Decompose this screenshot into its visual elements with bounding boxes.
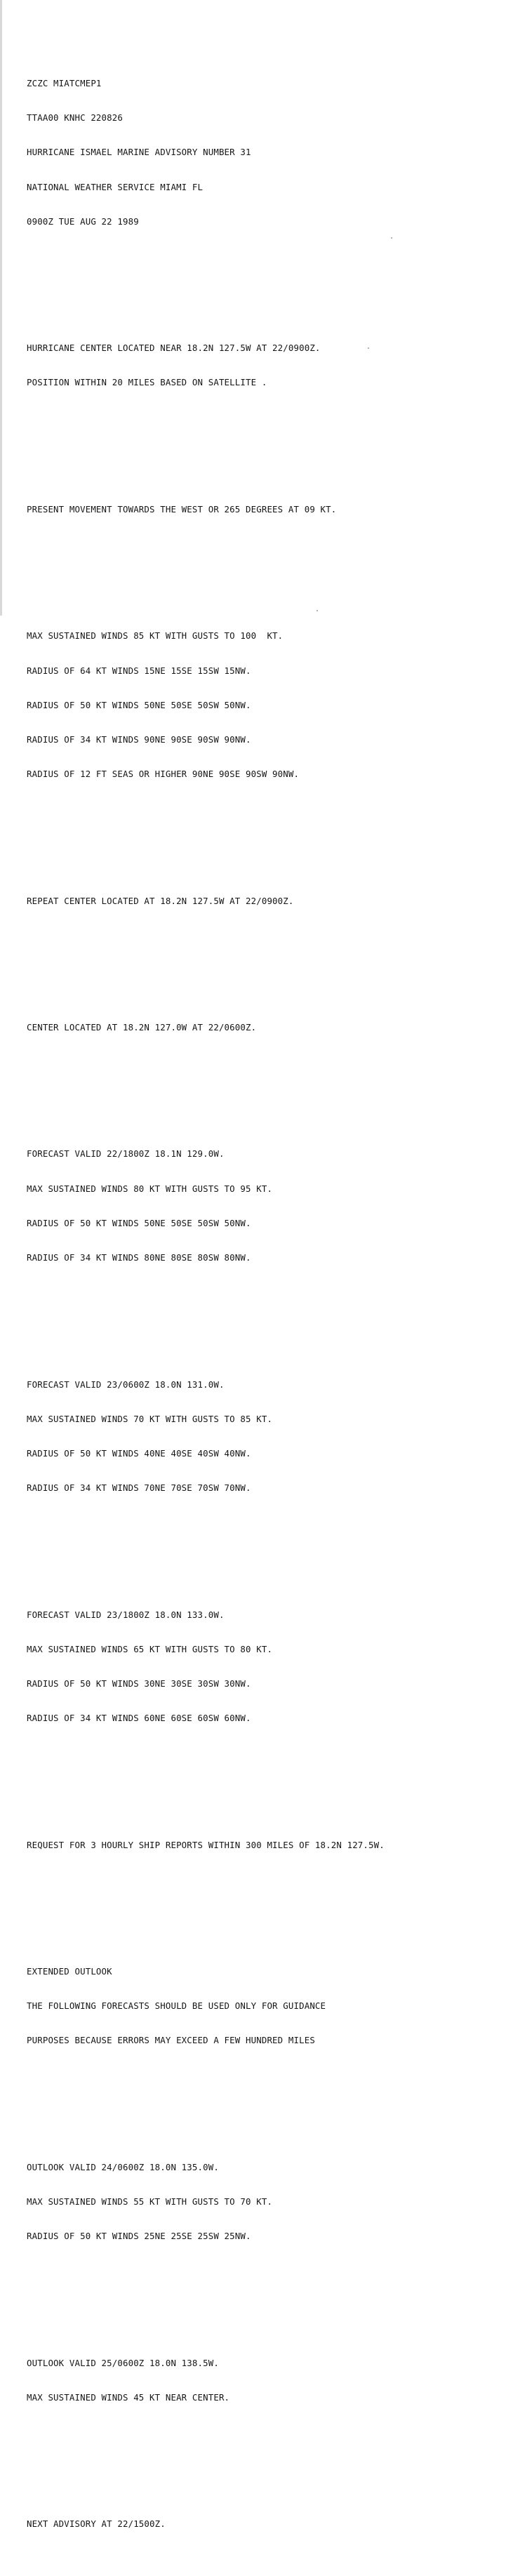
forecast-block-1 [27,1126,511,1287]
ship-request-line: REQUEST FOR 3 HOURLY SHIP REPORTS WITHIN 300 MILES OF 18.2N 127.5W. [27,1839,385,1850]
guidance-note-line: PURPOSES BECAUSE ERRORS MAY EXCEED A FEW HUNDRED MILES [27,2035,315,2046]
forecast-block-2 [27,1356,511,1518]
movement-line: PRESENT MOVEMENT TOWARDS THE WEST OR 265 DEGREES AT 09 KT. [27,503,337,514]
header-block [27,55,511,251]
blank-line [27,1770,511,1781]
forecast-radius-50kt-line: RADIUS OF 50 KT WINDS 30NE 30SE 30SW 30NW. [27,1678,251,1689]
scan-speck [368,347,369,349]
blank-line [27,1897,511,1908]
repeat-center-line: REPEAT CENTER LOCATED AT 18.2N 127.5W AT 22/0900Z. [27,895,294,906]
blank-line [27,1310,511,1321]
outlook-block-1 [27,2139,511,2265]
blank-line [27,826,511,837]
blank-line [27,435,511,446]
scan-edge-shadow [0,0,2,616]
position-block [27,319,511,411]
blank-line [27,1080,511,1091]
extended-outlook-block [27,1943,511,2069]
forecast-max-winds-line: MAX SUSTAINED WINDS 65 KT WITH GUSTS TO 80 KT. [27,1643,273,1654]
issue-time: 0900Z TUE AUG 22 1989 [27,215,139,227]
blank-line [27,1540,511,1551]
forecast-max-winds-line: MAX SUSTAINED WINDS 80 KT WITH GUSTS TO 95 KT. [27,1183,273,1194]
movement-block [27,481,511,538]
repeat-center-block [27,872,511,930]
blank-line [27,953,511,964]
prior-center-block [27,999,511,1056]
radius-34kt-line: RADIUS OF 34 KT WINDS 90NE 90SE 90SW 90NW. [27,733,251,745]
forecast-valid-line: FORECAST VALID 23/0600Z 18.0N 131.0W. [27,1379,225,1390]
blank-line [27,274,511,285]
forecast-valid-line: FORECAST VALID 22/1800Z 18.1N 129.0W. [27,1148,225,1160]
advisory-title: HURRICANE ISMAEL MARINE ADVISORY NUMBER 31 [27,147,251,158]
scan-speck [317,610,318,611]
next-advisory-line: NEXT ADVISORY AT 22/1500Z. [27,2518,166,2530]
blank-line [27,562,511,573]
wmo-start-line: ZCZC MIATCMEP1 [27,78,102,89]
forecast-radius-50kt-line: RADIUS OF 50 KT WINDS 40NE 40SE 40SW 40NW. [27,1447,251,1459]
blank-line [27,2092,511,2104]
outlook-radius-50kt-line: RADIUS OF 50 KT WINDS 25NE 25SE 25SW 25NW. [27,2231,251,2242]
next-advisory-block [27,2496,511,2554]
forecast-block-3 [27,1586,511,1748]
ship-request-block [27,1817,511,1874]
forecast-radius-50kt-line: RADIUS OF 50 KT WINDS 50NE 50SE 50SW 50NW. [27,1217,251,1228]
forecast-valid-line: FORECAST VALID 23/1800Z 18.0N 133.0W. [27,1609,225,1620]
current-winds-block [27,608,511,804]
max-winds-line: MAX SUSTAINED WINDS 85 KT WITH GUSTS TO 100 KT. [27,630,284,642]
prior-center-line: CENTER LOCATED AT 18.2N 127.0W AT 22/0600Z. [27,1022,257,1033]
forecast-max-winds-line: MAX SUSTAINED WINDS 70 KT WITH GUSTS TO 85 KT. [27,1413,273,1424]
center-location-line: HURRICANE CENTER LOCATED NEAR 18.2N 127.5W AT 22/0900Z. [27,343,321,354]
issuing-office: NATIONAL WEATHER SERVICE MIAMI FL [27,181,204,192]
forecast-radius-34kt-line: RADIUS OF 34 KT WINDS 80NE 80SE 80SW 80NW. [27,1252,251,1263]
position-accuracy-line: POSITION WITHIN 20 MILES BASED ON SATELLITE . [27,377,267,388]
outlook-valid-line: OUTLOOK VALID 25/0600Z 18.0N 138.5W. [27,2357,219,2368]
outlook-valid-line: OUTLOOK VALID 24/0600Z 18.0N 135.0W. [27,2161,219,2172]
outlook-block-2 [27,2335,511,2426]
radius-seas-line: RADIUS OF 12 FT SEAS OR HIGHER 90NE 90SE 90SW 90NW. [27,769,300,780]
radius-64kt-line: RADIUS OF 64 KT WINDS 15NE 15SE 15SW 15NW. [27,665,251,676]
outlook-max-winds-line: MAX SUSTAINED WINDS 55 KT WITH GUSTS TO 70 KT. [27,2196,273,2207]
forecast-radius-34kt-line: RADIUS OF 34 KT WINDS 60NE 60SE 60SW 60NW. [27,1713,251,1724]
blank-line [27,2450,511,2461]
blank-line [27,2288,511,2299]
extended-outlook-heading: EXTENDED OUTLOOK [27,1966,112,1977]
radius-50kt-line: RADIUS OF 50 KT WINDS 50NE 50SE 50SW 50NW. [27,699,251,710]
scan-speck [391,237,392,239]
forecast-radius-34kt-line: RADIUS OF 34 KT WINDS 70NE 70SE 70SW 70NW. [27,1482,251,1494]
marine-advisory-text [27,20,511,2576]
guidance-note-line: THE FOLLOWING FORECASTS SHOULD BE USED ONLY FOR GUIDANCE [27,2000,326,2012]
wmo-header-line: TTAA00 KNHC 220826 [27,112,123,124]
outlook-max-winds-line: MAX SUSTAINED WINDS 45 KT NEAR CENTER. [27,2391,230,2403]
